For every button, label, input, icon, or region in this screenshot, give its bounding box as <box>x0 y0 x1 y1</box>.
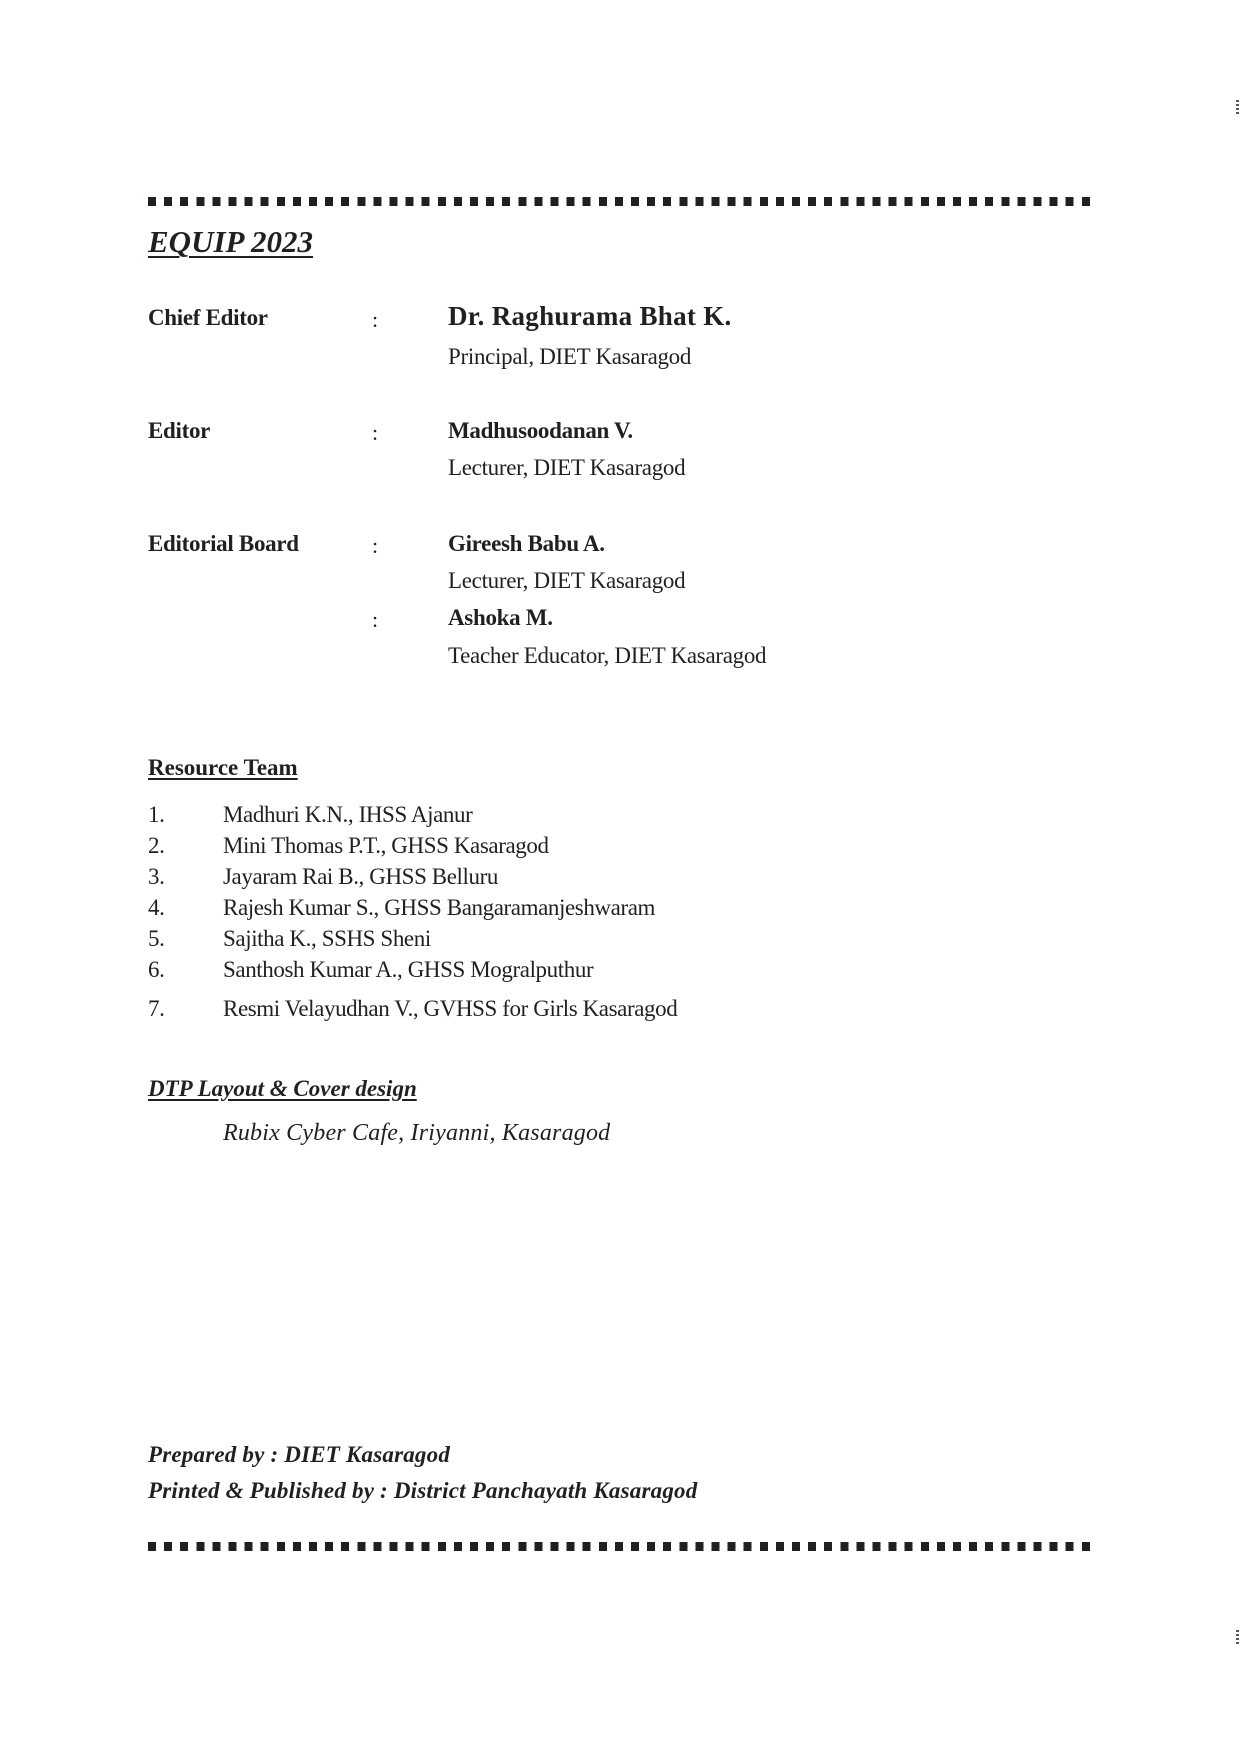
list-item-number: 1. <box>148 802 165 827</box>
editorial-board-member-name: Ashoka M. <box>448 605 553 630</box>
editorial-board-colon-2: : <box>372 607 379 632</box>
top-dotted-rule <box>148 197 1093 206</box>
list-item-text: Resmi Velayudhan V., GVHSS for Girls Kasaragod <box>223 996 678 1021</box>
list-item-number: 2. <box>148 833 165 858</box>
editorial-board-label: Editorial Board <box>148 531 299 556</box>
chief-editor-label: Chief Editor <box>148 305 268 330</box>
list-item-text: Sajitha K., SSHS Sheni <box>223 926 431 951</box>
list-item-text: Jayaram Rai B., GHSS Belluru <box>223 864 498 889</box>
list-item-text: Mini Thomas P.T., GHSS Kasaragod <box>223 833 549 858</box>
published-by-line: Printed & Published by : District Panchayath Kasaragod <box>148 1478 698 1503</box>
crop-mark-bottom <box>1236 1630 1239 1644</box>
prepared-by-line: Prepared by : DIET Kasaragod <box>148 1442 451 1467</box>
list-item-text: Rajesh Kumar S., GHSS Bangaramanjeshwaram <box>223 895 656 920</box>
list-item-number: 7. <box>148 996 165 1021</box>
editorial-board-member-name: Gireesh Babu A. <box>448 531 605 556</box>
dtp-heading: DTP Layout & Cover design <box>148 1076 417 1101</box>
chief-editor-position: Principal, DIET Kasaragod <box>448 344 692 369</box>
chief-editor-colon: : <box>372 307 379 332</box>
list-item-number: 5. <box>148 926 165 951</box>
chief-editor-name: Dr. Raghurama Bhat K. <box>448 301 732 331</box>
editorial-board-member-position: Teacher Educator, DIET Kasaragod <box>448 643 767 668</box>
editor-position: Lecturer, DIET Kasaragod <box>448 455 686 480</box>
list-item-number: 6. <box>148 957 165 982</box>
editorial-board-member-position: Lecturer, DIET Kasaragod <box>448 568 686 593</box>
list-item-number: 3. <box>148 864 165 889</box>
resource-team-heading: Resource Team <box>148 755 298 780</box>
list-item-text: Santhosh Kumar A., GHSS Mogralputhur <box>223 957 594 982</box>
editor-colon: : <box>372 420 379 445</box>
dtp-credit: Rubix Cyber Cafe, Iriyanni, Kasaragod <box>223 1120 611 1146</box>
bottom-dotted-rule <box>148 1542 1093 1551</box>
editorial-board-colon-1: : <box>372 533 379 558</box>
editor-label: Editor <box>148 418 211 443</box>
page-title: EQUIP 2023 <box>148 224 314 259</box>
crop-mark-top <box>1236 100 1239 114</box>
editor-name: Madhusoodanan V. <box>448 418 633 443</box>
list-item-text: Madhuri K.N., IHSS Ajanur <box>223 802 473 827</box>
list-item-number: 4. <box>148 895 165 920</box>
